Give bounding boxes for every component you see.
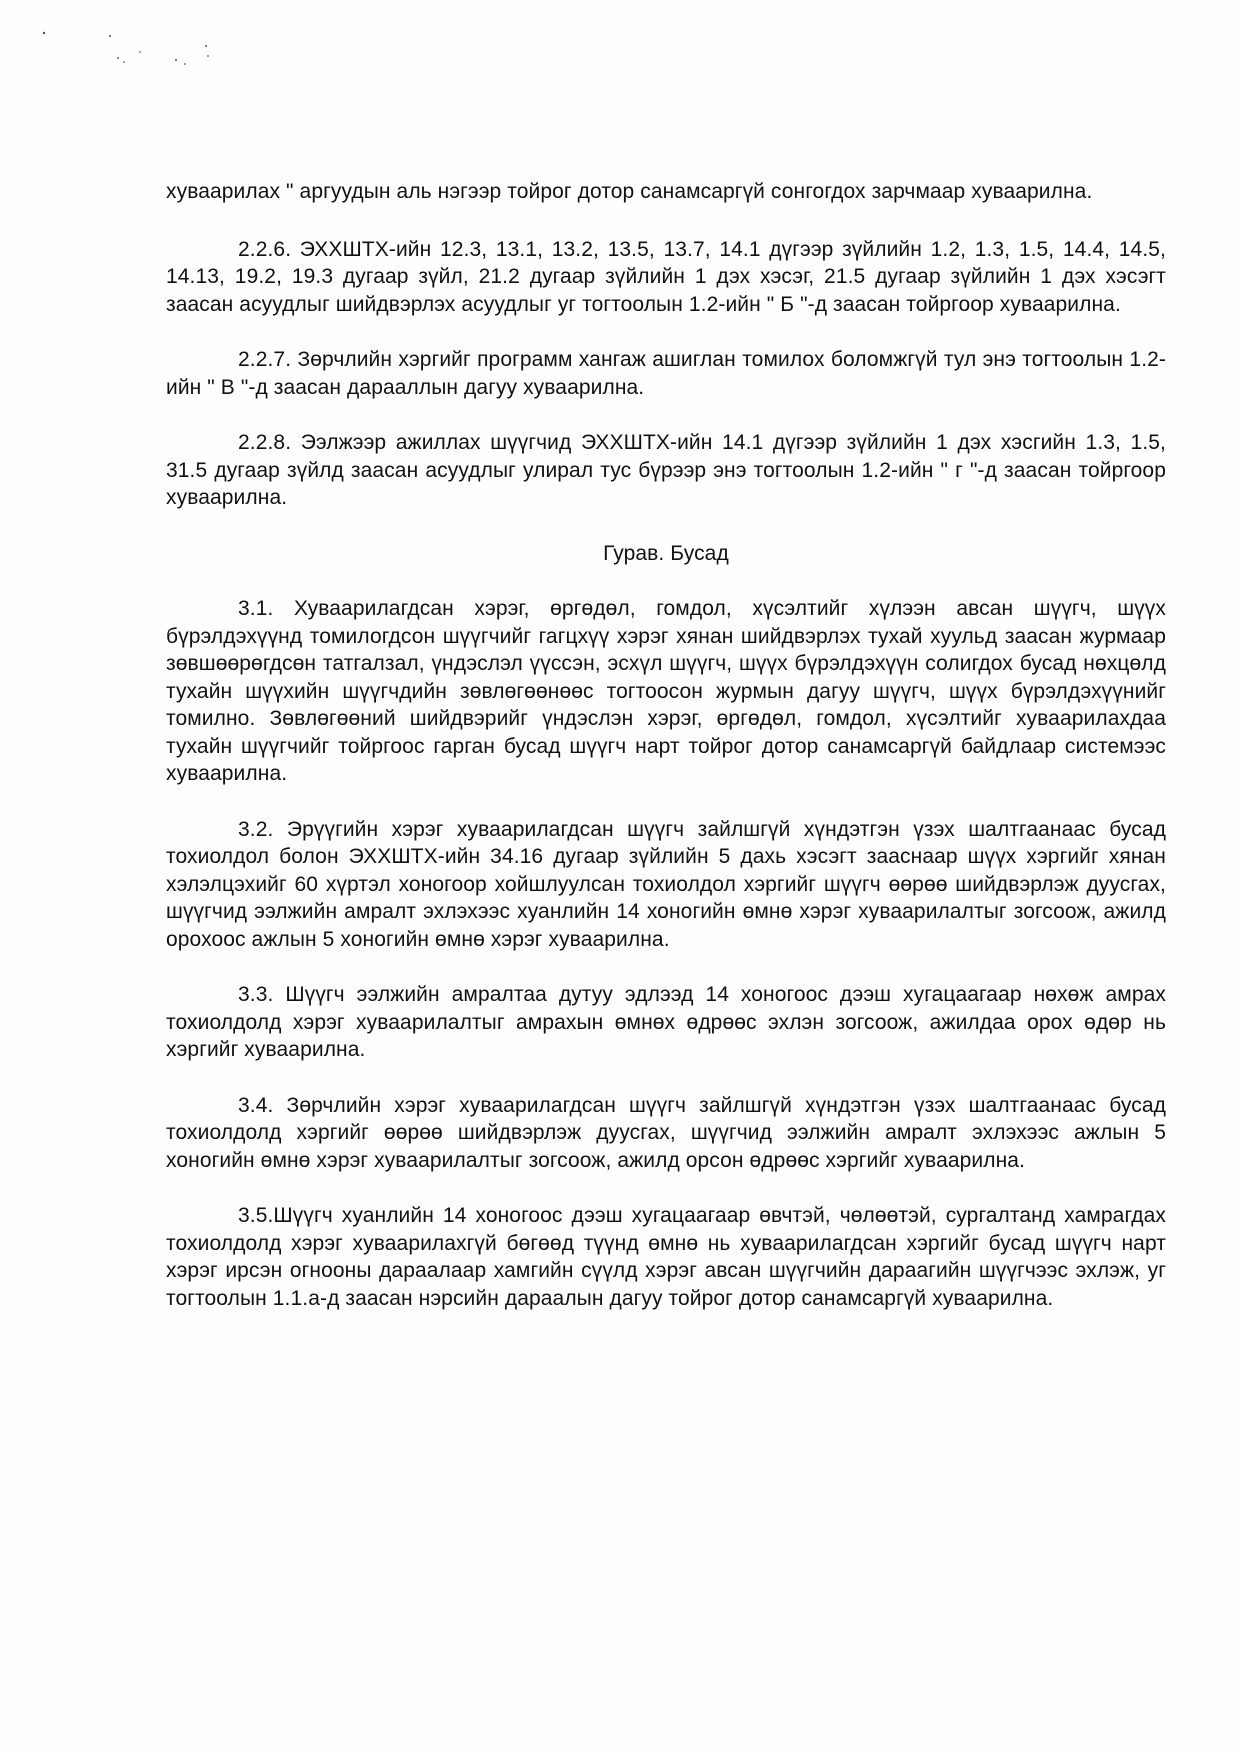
document-body [166,178,1166,1340]
scan-speck-marks [40,30,240,90]
paragraph-3-5: 3.5.Шүүгч хуанлийн 14 хоногоос дээш хугацаагаар өвчтэй, чөлөөтэй, сургалтанд хамрагдах тохиолдолд хэрэг хуваарилахгүй бөгөөд түүнд өмнө нь хуваарилагдсан хэргийг бусад шүүгч нарт хэрэг ирсэн огнооны дараалаар хамгийн сүүлд хэрэг авсан шүүгчийн дараагийн шүүгчээс эхлэж, уг тогтоолын 1.1.а-д заасан нэрсийн дараалын дагуу тойрог дотор санамсаргүй хуваарилна. [166,1204,1166,1310]
paragraph-3-4: 3.4. Зөрчлийн хэрэг хуваарилагдсан шүүгч зайлшгүй хүндэтгэн үзэх шалтгаанаас бусад тохиолдолд хэргийг өөрөө шийдвэрлэж дуусгах, шүүгчид ээлжийн амралт эхлэхээс ажлын 5 хоногийн өмнө хэрэг хуваарилалтыг зогсоож, ажилд орсон өдрөөс хэргийг хуваарилна. [166,1093,1166,1172]
section-heading: Гурав. Бусад [603,541,729,565]
paragraph-2-2-7: 2.2.7. Зөрчлийн хэргийг программ хангаж ашиглан томилох боломжгүй тул энэ тогтоолын 1.2-ийн " В "-д заасан дарааллын дагуу хуваарилна. [166,348,1166,399]
paragraph-3-1: 3.1. Хуваарилагдсан хэрэг, өргөдөл, гомдол, хүсэлтийг хүлээн авсан шүүгч, шүүх бүрэлдэхүүнд томилогдсон шүүгчийг гагцхүү хэрэг хянан шийдвэрлэх тухай хуульд заасан журмаар зөвшөөрөгдсөн татгалзал, үндэслэл үүссэн, эсхүл шүүгч, шүүх бүрэлдэхүүн солигдох бусад нөхцөлд тухайн шүүхийн шүүгчдийн зөвлөгөөнөөс тогтоосон журмын дагуу шүүгч, шүүх бүрэлдэхүүнийг томилно. Зөвлөгөөний шийдвэрийг үндэслэн хэрэг, өргөдөл, гомдол, хүсэлтийг хуваарилахдаа тухайн шүүгчийг тойргоос гарган бусад шүүгч нарт тойрог дотор санамсаргүй байдлаар системээс хуваарилна. [166,597,1166,785]
paragraph-3-3: 3.3. Шүүгч ээлжийн амралтаа дутуу эдлээд 14 хоногоос дээш хугацаагаар нөхөж амрах тохиолдолд хэрэг хуваарилалтыг амрахын өмнөх өдрөөс эхлэн зогсоож, ажилдаа орох өдөр нь хэргийг хуваарилна. [166,983,1166,1061]
paragraph-2-2-8: 2.2.8. Ээлжээр ажиллах шүүгчид ЭХХШТХ-ийн 14.1 дүгээр зүйлийн 1 дэх хэсгийн 1.3, 1.5, 31.5 дугаар зүйлд заасан асуудлыг улирал тус бүрээр энэ тогтоолын 1.2-ийн " г "-д заасан тойргоор хуваарилна. [166,431,1166,509]
paragraph-3-2: 3.2. Эрүүгийн хэрэг хуваарилагдсан шүүгч зайлшгүй хүндэтгэн үзэх шалтгаанаас бусад тохиолдол болон ЭХХШТХ-ийн 34.16 дугаар зүйлийн 5 дахь хэсэгт зааснаар шүүх хэргийг хянан хэлэлцэхийг 60 хүртэл хоногоор хойшлуулсан тохиолдол хэргийг шүүгч өөрөө шийдвэрлэж дуусгах, шүүгчид ээлжийн амралт эхлэхээс хуанлийн 14 хоногийн өмнө хэрэг хуваарилалтыг зогсоож, ажилд орохоос ажлын 5 хоногийн өмнө хэрэг хуваарилна. [166,817,1166,951]
paragraph-2-2-6: 2.2.6. ЭХХШТХ-ийн 12.3, 13.1, 13.2, 13.5, 13.7, 14.1 дүгээр зүйлийн 1.2, 1.3, 1.5, 14.4, 14.5, 14.13, 19.2, 19.3 дугаар зүйл, 21.2 дугаар зүйлийн 1 дэх хэсэг, 21.5 дугаар зүйлийн 1 дэх хэсэгт заасан асуудлыг шийдвэрлэх асуудлыг уг тогтоолын 1.2-ийн " Б "-д заасан тойргоор хуваарилна. [166,237,1166,316]
paragraph-continuation: хуваарилах " аргуудын аль нэгээр тойрог дотор санамсаргүй сонгогдох зарчмаар хуваарилна. [166,180,1093,203]
